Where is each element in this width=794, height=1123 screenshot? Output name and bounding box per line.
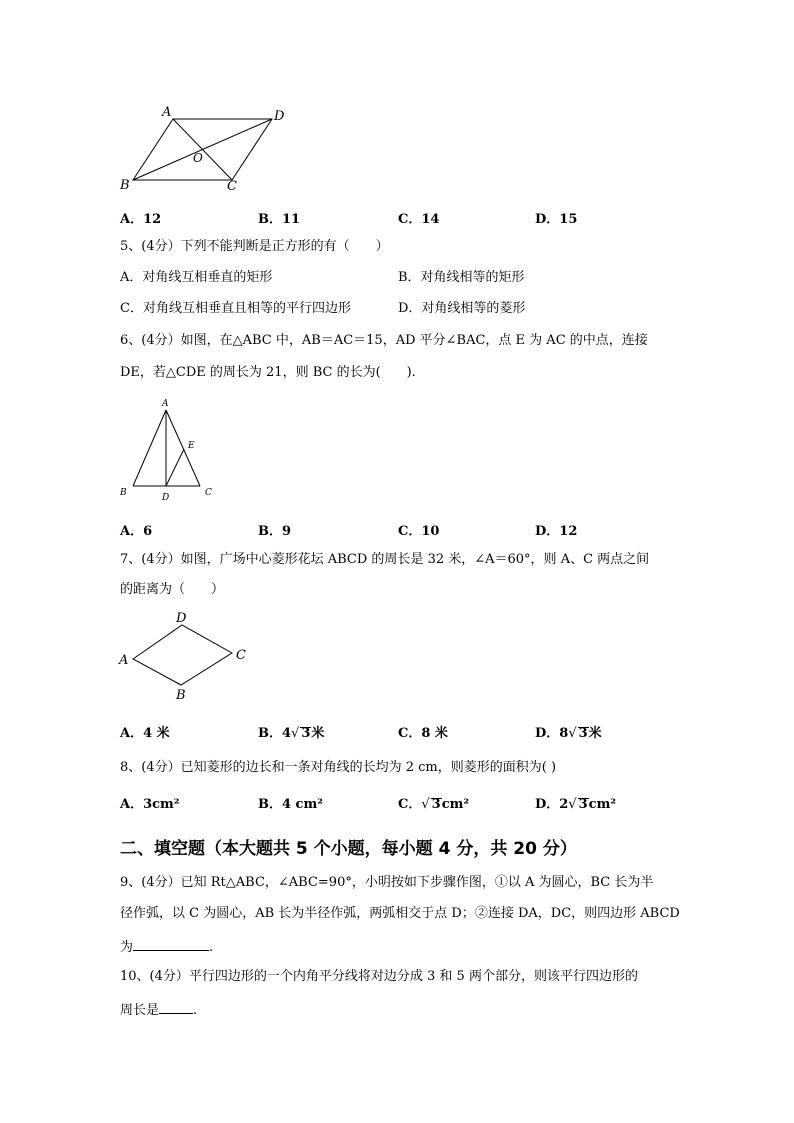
q8-option-c-radicand: 3 [431,797,441,812]
q4-option-d: D．15 [535,212,578,227]
q6-stem-line1: 6、(4分）如图，在△ABC 中，AB＝AC＝15，AD 平分∠BAC，点 E 为 AC 的中点，连接 [120,333,648,348]
q10-answer-blank[interactable] [159,999,193,1014]
q8-option-d-suffix: cm² [588,797,617,812]
q7-option-d-radicand: 3 [578,726,588,741]
q5-option-b: B．对角线相等的矩形 [398,270,525,285]
q8-option-a: A．3cm² [120,797,180,812]
rh-label-c: C [236,648,246,663]
q10-stem-line1: 10、(4分）平行四边形的一个内角平分线将对边分成 3 和 5 两个部分，则该平行四边形的 [120,969,638,984]
q7-option-a: A．4 米 [120,726,170,741]
q8-option-b: B．4 cm² [258,797,323,812]
q9-stem-line2: 径作弧，以 C 为圆心，AB 长为半径作弧，两弧相交于点 D；②连接 DA，DC，则四边形 ABCD [120,906,680,921]
q7-stem-line2: 的距离为（ ） [120,582,225,597]
q7-option-b-suffix: 米 [311,726,325,741]
q9-line3-prefix: 为 [120,940,134,955]
q8-option-c: C．√ 3cm² [398,797,470,812]
label-d: D [274,109,285,124]
q6-option-c: C．10 [398,524,440,539]
label-o: O [193,151,203,165]
q8-option-d-prefix: D．2 [535,797,569,812]
tri-label-d: D [162,493,170,503]
rhombus-abcd [133,625,232,685]
label-a: A [162,105,172,120]
rh-label-d: D [176,611,187,626]
q8-stem: 8、(4分）已知菱形的边长和一条对角线的长均为 2 cm，则菱形的面积为( ) [120,760,557,775]
q5-stem: 5、(4分）下列不能判断是正方形的有（ ） [120,239,389,254]
q4-option-b: B．11 [258,212,301,227]
q10-stem-line2 [120,999,197,1020]
q7-option-d: D．8√ 3米 [535,726,602,741]
q5-option-c: C．对角线互相垂直且相等的平行四边形 [120,301,351,316]
label-c: C [227,179,237,194]
q7-option-d-suffix: 米 [588,726,602,741]
q7-option-d-prefix: D．8 [535,726,569,741]
rh-label-b: B [176,688,186,703]
q9-stem-line1: 9、(4分）已知 Rt△ABC，∠ABC=90°，小明按如下步骤作图，①以 A 为圆心，BC 长为半 [120,875,654,890]
q5-option-a: A．对角线互相垂直的矩形 [120,270,273,285]
label-b: B [120,178,130,193]
q7-option-b-radicand: 3 [301,726,311,741]
q8-option-d: D．2√ 3cm² [535,797,617,812]
q8-option-c-suffix: cm² [441,797,470,812]
q7-option-b: B．4√ 3米 [258,726,325,741]
tri-label-c: C [205,488,212,498]
q8-option-d-radicand: 3 [578,797,588,812]
q8-option-c-prefix: C． [398,797,422,812]
q9-stem-line3 [120,936,213,957]
q6-option-a: A．6 [120,524,153,539]
q7-option-c: C．8 米 [398,726,448,741]
q4-option-c: C．14 [398,212,440,227]
q6-stem-line2: DE，若△CDE 的周长为 21，则 BC 的长为( ). [120,365,416,380]
q7-stem-line1: 7、(4分）如图，广场中心菱形花坛 ABCD 的周长是 32 米，∠A＝60°，则 A、C 两点之间 [120,552,650,567]
q6-option-d: D．12 [535,524,578,539]
q6-option-b: B．9 [258,524,292,539]
section-heading-fill-in: 二、填空题（本大题共 5 个小题，每小题 4 分，共 20 分） [120,839,577,859]
q4-option-a: A．12 [120,212,162,227]
q5-option-d: D．对角线相等的菱形 [398,301,526,316]
tri-label-b: B [120,488,127,498]
tri-label-a: A [162,399,169,409]
tri-label-e: E [188,441,195,451]
q7-option-b-prefix: B．4 [258,726,292,741]
q9-line3-suffix: . [209,940,214,955]
rh-label-a: A [119,653,129,668]
q9-answer-blank[interactable] [133,936,209,951]
q10-line2-suffix: . [193,1003,198,1018]
q10-line2-prefix: 周长是 [120,1003,160,1018]
